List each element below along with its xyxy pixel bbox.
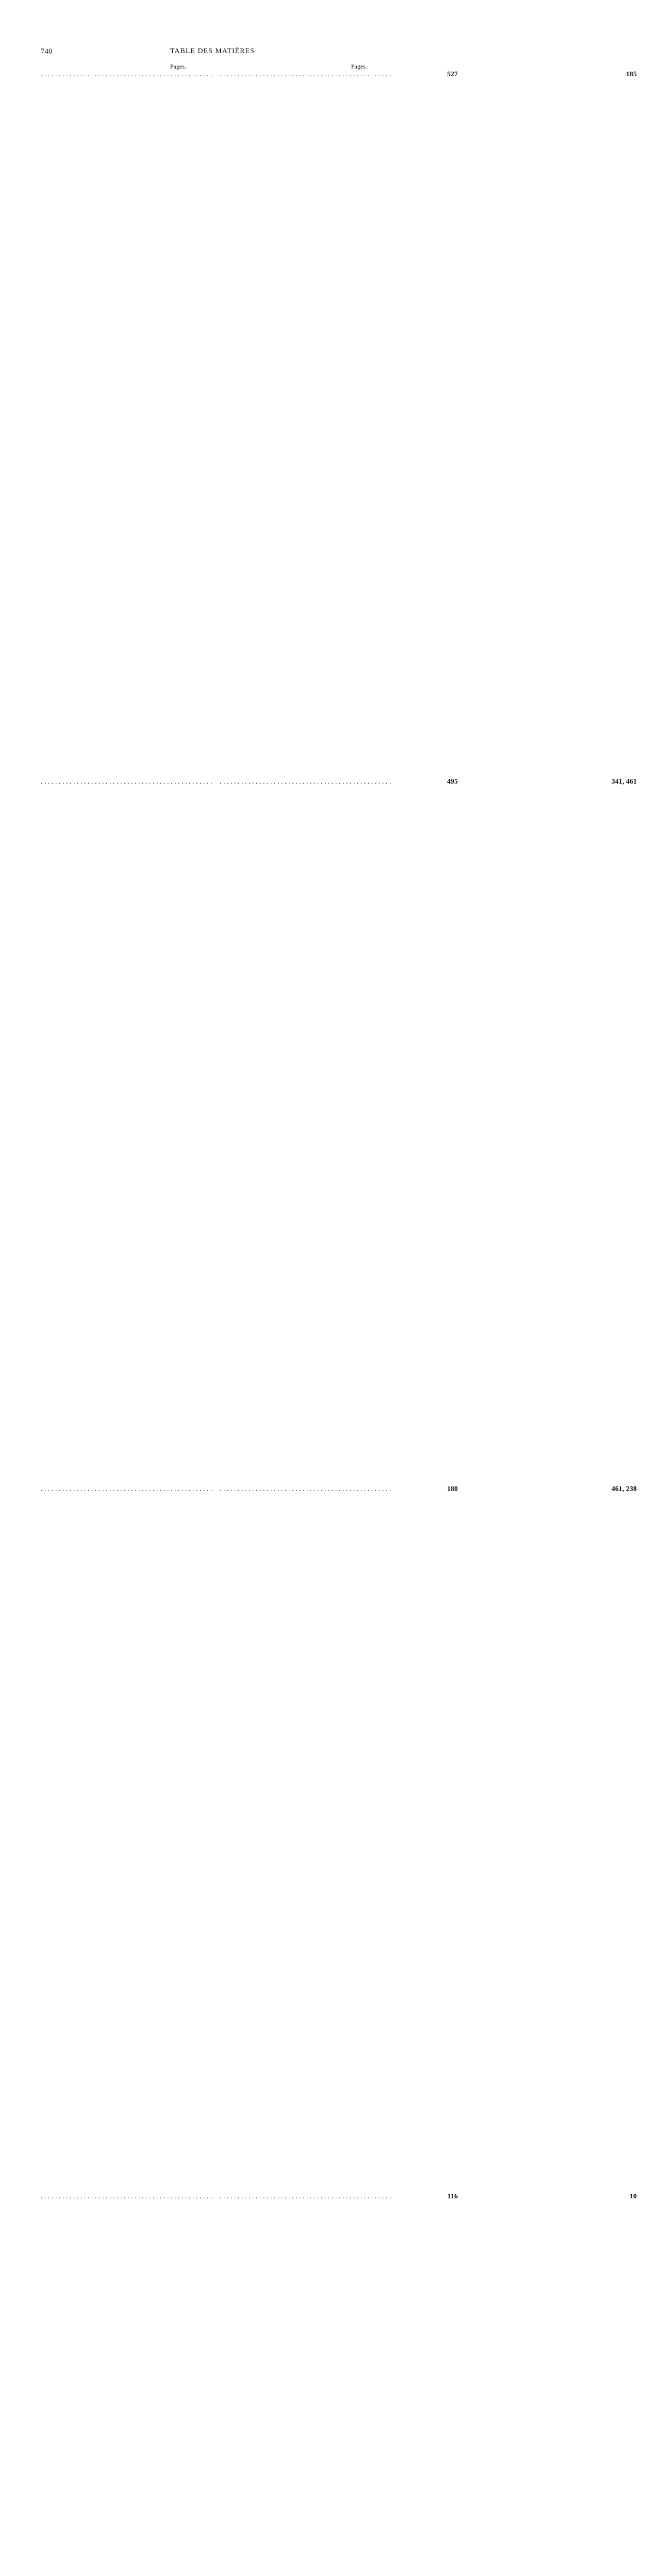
entry-page: 527 [447,71,458,78]
pages-label-left: Pages. [170,63,186,70]
entries-left [41,70,458,2576]
entry-page: 185 [626,71,637,78]
index-entry [41,777,458,1485]
entry-page: 180 [447,1485,458,1493]
running-title: TABLE DES MATIÈRES [170,47,255,55]
pages-label-right: Pages. [351,63,367,70]
entry-page: 495 [447,778,458,786]
entry-page: 341, 461 [611,778,637,786]
entry-page: 10 [630,2193,637,2200]
index-entry [41,1485,458,2192]
page-number: 740 [41,47,53,56]
entry-page: 116 [447,2193,458,2200]
entry-page: 461, 238 [611,1485,637,1493]
index-entry [41,70,458,777]
index-column-left [41,63,458,2576]
index-entry [41,2192,458,2576]
